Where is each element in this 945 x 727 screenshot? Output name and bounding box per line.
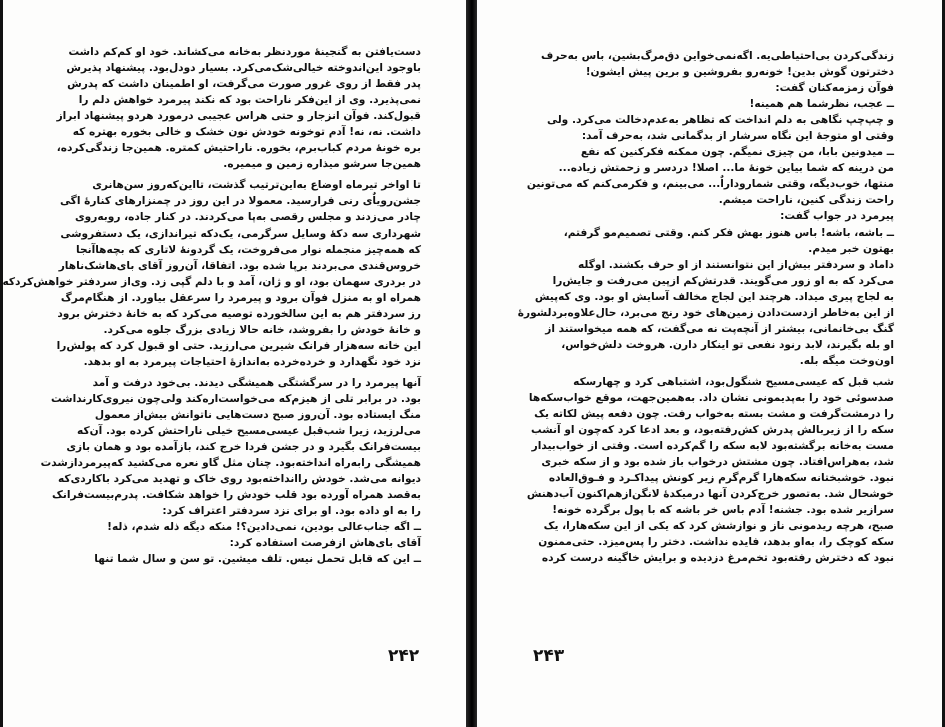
text-line: صبح، هرچه ریدمونی ناز و نوازشش کرد که یکی از این سکه‌هارا، یک [543,520,894,533]
text-line: سکه کوچک را، به‌او بدهد، فایده نداشت. دختر را پس‌میزد. حتی‌ممنون [538,536,894,549]
text-line: رز سردفتر هم به این سالخورده توصیه می‌کرد که به خانهٔ دخترش برود [57,307,421,320]
text-line: قبول‌کند. فوآن انزجار و حتی هراس عجیبی درمورد هردو پیشنهاد ابراز [56,110,421,123]
text-line: ــ میدونین بابا، من چیزی نمیگم. چون ممکنه فکرکنین که نفع [580,146,894,159]
right-page-number: ۲۴۳ [533,646,565,666]
text-line: ــ این که قابل تحمل نیس. تلف میشین. تو سن و سال شما تنها [94,553,421,566]
text-line: سکه را از زیربالش پدرش کش‌رفته‌بود، و بعد ادعا کرد که‌چون او آنشب [531,424,894,437]
text-line: ــ باشه، باشه! باس هنوز بهش فکر کنم. وقتی تصمیم‌مو گرفتم، [563,226,894,239]
text-line: به لجاج پیری میداد. هرچند این لجاج مخالف آسایش او بود. وی که‌پیش [534,290,894,303]
text-line: نبود که دخترش رفته‌بود تخم‌مرغ دزدیده و برایش خاگینه درست کرده [541,552,894,565]
text-line: نمی‌پذیرد. وی از این‌فکر ناراحت بود که نکند پیرمرد خواهش دلم را [78,94,421,107]
text-line: تا اواخر تیرماه اوضاع به‌این‌ترتیب گذشت، تااین‌که‌روز سن‌هانری [92,179,421,192]
text-line: منتها، خوب‌دیگه، وقتی شماروداراٌ... می‌بینم، و فکرمی‌کنم که می‌تونین [526,178,894,191]
left-page-body [2,44,421,568]
text-line: بیست‌فرانک بگیرد و در جشن فردا خرج کند، بازآمده بود و همان بازی [66,441,421,454]
text-line: را درمشت‌گرفت و مشت بسته به‌خواب رفت. چون دفعه پیش لکاته یک [534,408,894,421]
text-line: شهرداری سه دکهٔ وسایل سرگرمی، یک‌دکه تیراندازی، یک دستفروشی [60,227,421,240]
text-line: او بله بگیرند، لابد رنود نفعی تو اینکار دارن. هروخت دلش‌خواس، [561,338,894,351]
text-line: مست به‌خانه برگشته‌بود لابه سکه را گم‌کرده است. وقتی از خواب‌بیدار [531,440,894,453]
right-page [477,0,945,727]
text-line: جشن‌رویاٌی رنی فرارسید. معمولا در این روز در چمنزارهای کنارهٔ اگی [59,195,421,208]
text-line: آقای بای‌هاش از‌فرصت استفاده کرد: [229,537,421,550]
text-line: دیوانه می‌شد. خودش را‌انداخته‌بود روی خاک و تهدید می‌کرد باکاردی‌که [58,473,421,486]
text-line: بهتون خبر میدم. [808,242,894,255]
text-line: داماد و سردفتر بیش‌از این نتوانستند از او حرف بکشند. اوگله [577,258,894,271]
text-line: گنگ بی‌خانمانی، بیشتر از آنچه‌پت نه می‌گفت، که همه میخواستند از [545,322,894,335]
text-line: همین‌جا سرشو میذاره زمین و میمیره. [223,158,421,171]
text-line: و خانهٔ خودش را بفروشد، خانه حالا زیادی بزرگ جلوه می‌کرد. [103,323,421,336]
left-page-number: ۲۴۲ [388,646,420,666]
text-line: داشت. نه، نه! آدم توخونه خودش نون خشک و خالی بخوره بهتره که [72,126,421,139]
text-line: صدسوئی خود را به‌پدیمونی نشان داد. به‌همین‌جهت، موقع خواب‌سکه‌ها [528,391,894,404]
text-line: راحت زندگی کنین، ناراحت میشم. [718,194,894,207]
text-line: شد، به‌هراس‌افتاد. چون مشتش درخواب باز شده بود و از سکه خبری [541,456,894,469]
text-line: باوجود این‌اندوخته خیالی‌شک‌می‌کرد. بسیار دودل‌بود. پیشنهاد پذیرش [66,62,421,75]
text-line: نبود. خوشبختانه سکه‌هارا گرم‌گرم زیر کونش پیداکـرد و فـوق‌العاده [548,472,894,485]
text-line: می‌کرد که به او زور می‌گویند. قدرتش‌کم از‌پین می‌رفت و جایش‌را [552,274,894,287]
left-page [0,0,466,727]
text-line: منگ ایستاده بود. آن‌روز صبح دست‌هایی ناتوانش بیش‌از معمول [94,409,421,422]
text-line: پدر فقط از روی غرور صورت می‌گرفت، او اطمینان داشت که پدرش [67,78,421,91]
text-line: چادر می‌زدند و مجلس رقصی به‌پا می‌کردند. در کنار جاده، روبه‌روی [74,211,421,224]
text-line: نزد خود نگهدارد و خرده‌خرده به‌اندازهٔ احتیاجات پیرمرد به او بدهد. [83,355,421,368]
text-line: می‌لرزید، زیرا شب‌قبل عیسی‌مسیح خیلی ناراحتش کرده بود. آن‌که [77,425,421,438]
text-line: که همه‌چیز منجمله نوار می‌فروخت، یک گردونهٔ لاتاری که بچه‌هاآنجا [75,243,421,256]
text-line: من درینه که شما بیاین خونهٔ ما... اصلا! دردسر و زحمتش زیاده... [558,162,894,175]
text-line: در بردری سهمان بود، او و ژان، آمد و با دلم گپی زد. وی‌از سردفتر خواهش‌کرد‌که [2,275,421,288]
text-line: این خانه سه‌هزار فرانک شیرین می‌ارزید. حتی او قبول کرد که پولش‌را [56,339,421,352]
text-line: وقتی او متوجهٔ این نگاه سرشار از بدگمانی شد، به‌حرف آمد: [581,130,894,143]
text-line: سرازیر شده بود. جشنه! آدم باس خر باشه که با پول برگرده خونه! [552,504,894,517]
book-spine [466,0,477,727]
text-line: را به او داده بود. او برای نزد سردفتر اعتراف کرد: [162,505,421,518]
text-line: شب قبل که عیسی‌مسیح شنگول‌بود، اشتباهی کرد و چهارسکه [573,375,894,388]
text-line: آنها پیرمرد را در سرگشتگی همیشگی دیدند. بی‌خود درفت و آمد [92,376,421,389]
text-line: به‌قصد همراه آورده بود قلب خودش را خواهد شکافت. پدرم‌بیست‌فرانک [52,489,421,502]
text-line: پیرمرد در جواب گفت: [780,210,894,223]
text-line: بره خونهٔ مردم کباب‌برم، بخوره. ناراحتیش کمتره. همین‌جا زندگی‌کرده، [56,142,421,155]
text-line: ــ عجب، نظرشما هم همینه! [749,98,894,111]
text-line: دخترتون گوش بدین! خونه‌رو بفروشین و برین پیش ایشون! [585,66,894,79]
text-line: بود. در برابر تلی از هیزم‌که می‌خواست‌اره‌کند ولی‌چون نیروی‌کارنداشت [50,392,421,405]
text-line: خروس‌قندی می‌بردند برپا شده بود. اتفاقا، آن‌روز آقای بای‌هاشک‌ناهار [58,259,421,272]
right-page-body [517,48,894,567]
text-line: دست‌یافتن به گنجینهٔ موردنظر به‌خانه می‌کشاند. خود او کم‌کم داشت [68,46,421,58]
text-line: زندگی‌کردن بی‌احتیاطی‌یه. اگه‌نمی‌خواین دق‌مرگ‌بشین، باس به‌حرف [541,50,894,62]
text-line: فوآن زمزمه‌کنان گفت: [775,82,894,95]
text-line: همیشگی را‌به‌راه انداخته‌بود. چنان مثل گاو نعره می‌کشید که‌پیرمرد‌ازشدت [40,457,421,470]
text-line: اون‌وخت میگه بله. [799,354,894,367]
text-line: و چپ‌چپ نگاهی به دلم انداخت که تظاهر به‌عدم‌دخالت می‌کرد. ولی [546,114,894,127]
text-line: ــ اگه جناب‌عالی بودین، نمی‌دادین؟! منکه دیگه ذله شدم، ذله! [107,521,421,534]
text-line: از این به‌خاطر ازدست‌دادن زمین‌های خود رنج می‌برد، حال‌علاوه‌بر‌دلشورهٔ [517,306,894,319]
text-line: همراه او به منزل فوآن برود و پیرمرد را سرعقل بیاورد. از هنگام‌مرگ [60,291,421,304]
text-line: خوشحال شد. به‌تصور خرج‌کردن آنها درمیکدهٔ لانگن‌ازهم‌اکنون آب‌دهنش [526,488,894,501]
